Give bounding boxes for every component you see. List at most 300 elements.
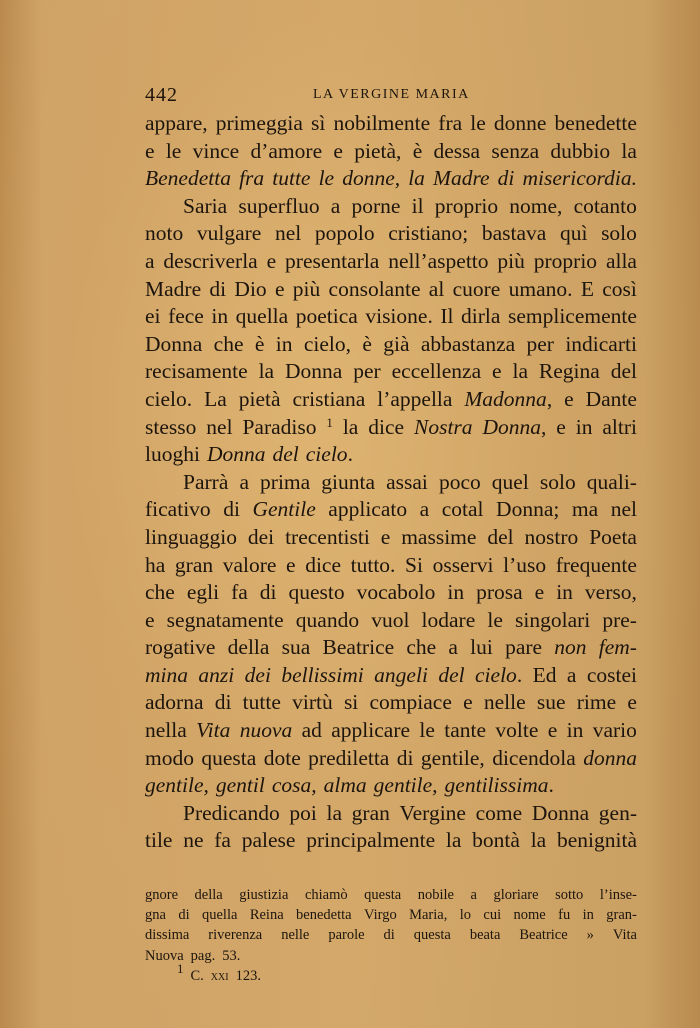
word: nel xyxy=(610,497,637,522)
word: 123. xyxy=(235,967,261,984)
word: nuova xyxy=(239,718,293,743)
word: e xyxy=(627,690,637,715)
word: virtù xyxy=(292,690,333,715)
word: linguaggio xyxy=(145,524,237,549)
word: Paradiso xyxy=(242,414,317,439)
word: prosa xyxy=(476,580,523,605)
word: principalmente xyxy=(306,828,436,853)
word: la xyxy=(326,800,343,825)
word: per xyxy=(353,359,381,384)
word: del xyxy=(610,359,637,384)
word: porne xyxy=(351,193,401,218)
word: del xyxy=(272,442,299,467)
text-line xyxy=(145,469,637,497)
word: adorna xyxy=(145,690,204,715)
word: vuol xyxy=(371,607,410,632)
word: Gentile xyxy=(252,497,316,522)
word: di xyxy=(223,497,240,522)
word: la xyxy=(530,828,547,853)
word: nobile xyxy=(417,887,454,903)
word: Parrà xyxy=(183,469,229,494)
word: donne, xyxy=(342,166,401,191)
word: dessa xyxy=(433,138,481,163)
word: di xyxy=(214,690,232,715)
word: lo xyxy=(459,907,472,924)
word: vince xyxy=(192,138,240,163)
word: dei xyxy=(244,662,271,687)
footnote-line xyxy=(145,925,637,945)
word: appare, xyxy=(145,111,208,135)
word: e xyxy=(333,138,343,163)
word: chiamò xyxy=(304,887,348,903)
word: verso, xyxy=(584,580,637,605)
word: giunta xyxy=(321,469,376,494)
word: gnore xyxy=(145,887,179,903)
word: dicendola xyxy=(492,745,576,770)
word: bastava xyxy=(481,221,547,246)
word: si xyxy=(343,690,359,715)
word: egli xyxy=(186,580,220,605)
word: Predicando xyxy=(183,800,280,825)
word: Madonna, xyxy=(464,386,553,411)
word: applicare xyxy=(331,718,411,743)
word: rime xyxy=(576,690,617,715)
word: applicato xyxy=(328,497,408,522)
word: e xyxy=(564,386,574,411)
word: beata xyxy=(469,927,501,944)
word: e xyxy=(274,276,285,301)
word: non xyxy=(554,635,587,660)
word: questa xyxy=(413,927,451,944)
word: la xyxy=(408,166,425,191)
word: le xyxy=(419,718,435,743)
word: l’uso xyxy=(503,552,547,577)
word: cielo. xyxy=(475,662,523,687)
text-line xyxy=(145,634,637,662)
body-text xyxy=(145,110,637,855)
word: compiace xyxy=(369,690,452,715)
word: tutto. xyxy=(350,552,396,577)
text-line xyxy=(145,220,637,248)
word: segnatamente xyxy=(166,607,284,632)
text-line xyxy=(145,386,637,414)
word: sua xyxy=(281,635,311,660)
word: gentile, xyxy=(420,745,485,770)
running-head: LA VERGINE MARIA xyxy=(313,87,470,102)
word: semplicemente xyxy=(507,304,637,329)
text-line xyxy=(145,579,637,607)
word: già xyxy=(383,331,410,356)
word: al xyxy=(428,276,445,301)
word: di xyxy=(259,580,277,605)
text-line xyxy=(145,248,637,276)
word: nostro xyxy=(524,524,579,549)
word: alla xyxy=(605,248,637,273)
word: mina xyxy=(145,662,188,687)
word: gen- xyxy=(598,800,637,825)
word: dirla xyxy=(461,304,501,329)
word: gran xyxy=(174,552,214,577)
word: nella xyxy=(145,718,187,743)
word: fu xyxy=(558,907,571,924)
word: Beatrice xyxy=(519,927,568,944)
word: Saria xyxy=(183,193,228,218)
word: Donna; xyxy=(496,497,560,522)
word: più xyxy=(497,248,525,273)
word: benedetta xyxy=(296,907,352,924)
word: come xyxy=(475,800,523,825)
word: parole xyxy=(328,927,365,944)
text-line xyxy=(145,303,637,331)
word: a xyxy=(419,497,430,522)
word: vario xyxy=(592,718,637,743)
word: noto xyxy=(145,221,184,246)
word: C. xyxy=(190,967,204,984)
word: volte xyxy=(495,718,539,743)
word: a xyxy=(566,662,577,687)
word: cielo. xyxy=(145,386,193,411)
word: nel xyxy=(206,414,233,439)
word: nelle xyxy=(281,927,310,944)
word: ei xyxy=(145,304,161,329)
word: è xyxy=(362,331,372,356)
word: che xyxy=(145,580,175,605)
word: del xyxy=(487,524,514,549)
word: quel xyxy=(491,469,529,494)
word: donna xyxy=(583,745,637,770)
text-line xyxy=(145,138,637,166)
word: cotal xyxy=(441,497,484,522)
word: primeggia xyxy=(215,111,303,135)
text-line xyxy=(145,662,637,690)
word: la xyxy=(621,138,637,163)
word: solo xyxy=(601,221,637,246)
word: cosa, xyxy=(271,773,317,798)
word: Ed xyxy=(532,662,557,687)
word: Virgo xyxy=(364,907,397,924)
word: gna xyxy=(145,907,166,924)
word: Regina xyxy=(538,359,600,384)
word: assai xyxy=(386,469,428,494)
word: gloriare xyxy=(493,887,539,903)
word: Nuova xyxy=(145,947,184,964)
word: pietà xyxy=(238,386,281,411)
word: quella xyxy=(235,304,289,329)
word: e xyxy=(266,248,277,273)
word: ad xyxy=(301,718,322,743)
word: frequente xyxy=(555,552,637,577)
word: benignità xyxy=(556,828,637,853)
text-line xyxy=(145,607,637,635)
word: pietà, xyxy=(354,138,402,163)
word: vulgare xyxy=(196,221,262,246)
text-line xyxy=(145,689,637,717)
footnote-line xyxy=(145,905,637,925)
word: bontà xyxy=(472,828,520,853)
word: ma xyxy=(571,497,599,522)
word: cielo. xyxy=(305,442,353,467)
word: indicarti xyxy=(565,331,637,356)
word: Vergine xyxy=(399,800,466,825)
word: costei xyxy=(586,662,637,687)
page-number: 442 xyxy=(145,84,178,106)
text-line xyxy=(145,193,637,221)
word: nome, xyxy=(509,193,563,218)
word: ha xyxy=(145,552,166,577)
word: cielo, xyxy=(303,331,351,356)
word: e xyxy=(145,138,155,163)
page-header xyxy=(145,84,637,106)
word: altri xyxy=(602,414,637,439)
word: pre- xyxy=(602,607,637,632)
word: tutte xyxy=(242,690,281,715)
word: quella xyxy=(202,907,238,924)
word: alma xyxy=(323,773,367,798)
word: sue xyxy=(536,690,566,715)
word: Beatrice xyxy=(322,635,395,660)
word: Madre xyxy=(145,276,202,301)
word: Donna xyxy=(206,442,266,467)
word: la xyxy=(258,359,275,384)
word: della xyxy=(227,635,270,660)
word: e xyxy=(286,552,296,577)
word: massime xyxy=(401,524,477,549)
word: è xyxy=(254,331,265,356)
word: Benedetta xyxy=(145,166,231,191)
word: e xyxy=(547,718,558,743)
word: a xyxy=(145,248,155,273)
word: le xyxy=(165,138,182,163)
text-line xyxy=(145,827,637,855)
word: e xyxy=(556,414,566,439)
word: bellissimi xyxy=(281,662,364,687)
word: tante xyxy=(444,718,487,743)
word: poi xyxy=(289,800,317,825)
text-line xyxy=(145,552,637,580)
word: e xyxy=(145,607,155,632)
word: gran xyxy=(351,800,390,825)
word: poco xyxy=(438,469,481,494)
word: questa xyxy=(201,745,257,770)
word: dice xyxy=(368,414,405,439)
word: fa xyxy=(231,580,248,605)
word: presentarla xyxy=(285,248,380,273)
word: cuore xyxy=(452,276,501,301)
word: di xyxy=(396,745,414,770)
word: Vita xyxy=(196,718,231,743)
word: 1 xyxy=(326,414,333,430)
word: superfluo xyxy=(238,193,320,218)
word: fra xyxy=(239,166,265,191)
word: in xyxy=(556,580,573,605)
word: d’amore xyxy=(250,138,323,163)
word: fra xyxy=(438,111,463,135)
word: nobilmente xyxy=(333,111,431,135)
footnote-line xyxy=(145,885,637,905)
word: Donna, xyxy=(482,414,547,439)
word: visione. xyxy=(365,304,433,329)
word: in xyxy=(575,414,593,439)
word: l’appella xyxy=(377,386,453,411)
word: poetica xyxy=(295,304,358,329)
word: » xyxy=(586,927,594,944)
text-line xyxy=(145,717,637,745)
word: xxi xyxy=(210,967,229,984)
word: 53. xyxy=(222,947,241,964)
word: anzi xyxy=(198,662,235,687)
word: solo xyxy=(539,469,576,494)
word: in xyxy=(447,580,465,605)
word: Maria, xyxy=(409,907,448,924)
word: modo xyxy=(145,745,194,770)
word: a xyxy=(239,469,249,494)
word: dubbio xyxy=(550,138,611,163)
word: di xyxy=(209,276,227,301)
word: rogative xyxy=(145,635,216,660)
text-line xyxy=(145,414,637,442)
word: palese xyxy=(241,828,296,853)
word: eccellenza xyxy=(391,359,482,384)
word: quando xyxy=(295,607,360,632)
word: della xyxy=(194,887,223,903)
word: senza xyxy=(491,138,540,163)
word: descriverla xyxy=(163,248,258,273)
word: gentile, xyxy=(145,773,209,798)
word: Poeta xyxy=(589,524,637,549)
text-line xyxy=(145,496,637,524)
word: le xyxy=(470,111,486,135)
word: Donna xyxy=(531,800,590,825)
word: sì xyxy=(311,111,326,135)
word: nelle xyxy=(483,690,526,715)
word: sotto xyxy=(555,887,584,903)
word: in xyxy=(566,718,584,743)
word: cui xyxy=(483,907,502,924)
word: abbastanza xyxy=(420,331,516,356)
word: trecentisti xyxy=(285,524,370,549)
word: gentil xyxy=(215,773,265,798)
word: Dio xyxy=(234,276,267,301)
word: prima xyxy=(260,469,311,494)
word: nome xyxy=(513,907,546,924)
word: nell’aspetto xyxy=(388,248,489,273)
word: di xyxy=(383,927,395,944)
word: a xyxy=(470,887,477,903)
word: Dante xyxy=(585,386,637,411)
word: ne xyxy=(183,828,204,853)
word: osservi xyxy=(432,552,494,577)
word: del xyxy=(438,662,465,687)
word: Si xyxy=(405,552,423,577)
text-line xyxy=(145,358,637,386)
word: recisamente xyxy=(145,359,248,384)
word: Nostra xyxy=(413,414,473,439)
word: lui xyxy=(470,635,493,660)
word: di xyxy=(497,166,515,191)
word: valore xyxy=(222,552,277,577)
word: le xyxy=(318,166,335,191)
word: cristiana xyxy=(292,386,366,411)
word: la xyxy=(512,359,528,384)
word: giustizia xyxy=(239,887,289,903)
word: e xyxy=(380,524,391,549)
word: lodare xyxy=(421,607,476,632)
footnote-line xyxy=(145,960,637,986)
word: umano. xyxy=(508,276,573,301)
word: per xyxy=(526,331,554,356)
word: 1 xyxy=(177,960,184,976)
word: che xyxy=(406,635,437,660)
text-line xyxy=(145,331,637,359)
word: Vita xyxy=(612,927,637,944)
word: quì xyxy=(559,221,588,246)
word: cristiano; xyxy=(388,221,469,246)
word: a xyxy=(448,635,458,660)
word: è xyxy=(412,138,423,163)
word: dice xyxy=(305,552,342,577)
word: ficativo xyxy=(145,497,211,522)
word: questa xyxy=(364,887,402,903)
word: quali- xyxy=(586,469,637,494)
word: gran- xyxy=(606,907,637,924)
word: misericordia. xyxy=(522,166,637,191)
footnotes xyxy=(145,885,637,986)
word: e xyxy=(534,580,545,605)
word: dei xyxy=(247,524,275,549)
word: Madre xyxy=(433,166,490,191)
word: proprio xyxy=(434,193,499,218)
text-line xyxy=(145,524,637,552)
word: più xyxy=(292,276,321,301)
word: dote xyxy=(263,745,301,770)
word: e xyxy=(463,690,473,715)
word: Donna xyxy=(145,331,203,356)
word: il xyxy=(411,193,424,218)
word: in xyxy=(275,331,293,356)
word: pag. xyxy=(190,947,216,964)
footnote-line xyxy=(145,946,637,966)
text-line xyxy=(145,110,637,138)
word: vocabolo xyxy=(356,580,436,605)
word: proprio xyxy=(533,248,598,273)
text-line xyxy=(145,745,637,773)
word: in xyxy=(211,304,229,329)
text-line xyxy=(145,165,637,193)
word: La xyxy=(204,386,227,411)
word: riverenza xyxy=(208,927,263,944)
word: dissima xyxy=(145,927,190,944)
word: E xyxy=(580,276,594,301)
word: benedette xyxy=(554,111,637,135)
word: la xyxy=(342,414,359,439)
word: pare xyxy=(505,635,543,660)
text-line xyxy=(145,772,637,800)
word: nel xyxy=(274,221,302,246)
word: donne xyxy=(493,111,547,135)
word: singolari xyxy=(515,607,591,632)
word: l’inse- xyxy=(599,887,637,903)
word: le xyxy=(487,607,503,632)
word: di xyxy=(178,907,190,924)
word: tile xyxy=(145,828,173,853)
word: fa xyxy=(214,828,231,853)
word: fece xyxy=(168,304,204,329)
word: gentilissima. xyxy=(444,773,554,798)
word: questo xyxy=(288,580,345,605)
word: e xyxy=(492,359,502,384)
word: Il xyxy=(440,304,454,329)
word: che xyxy=(213,331,244,356)
